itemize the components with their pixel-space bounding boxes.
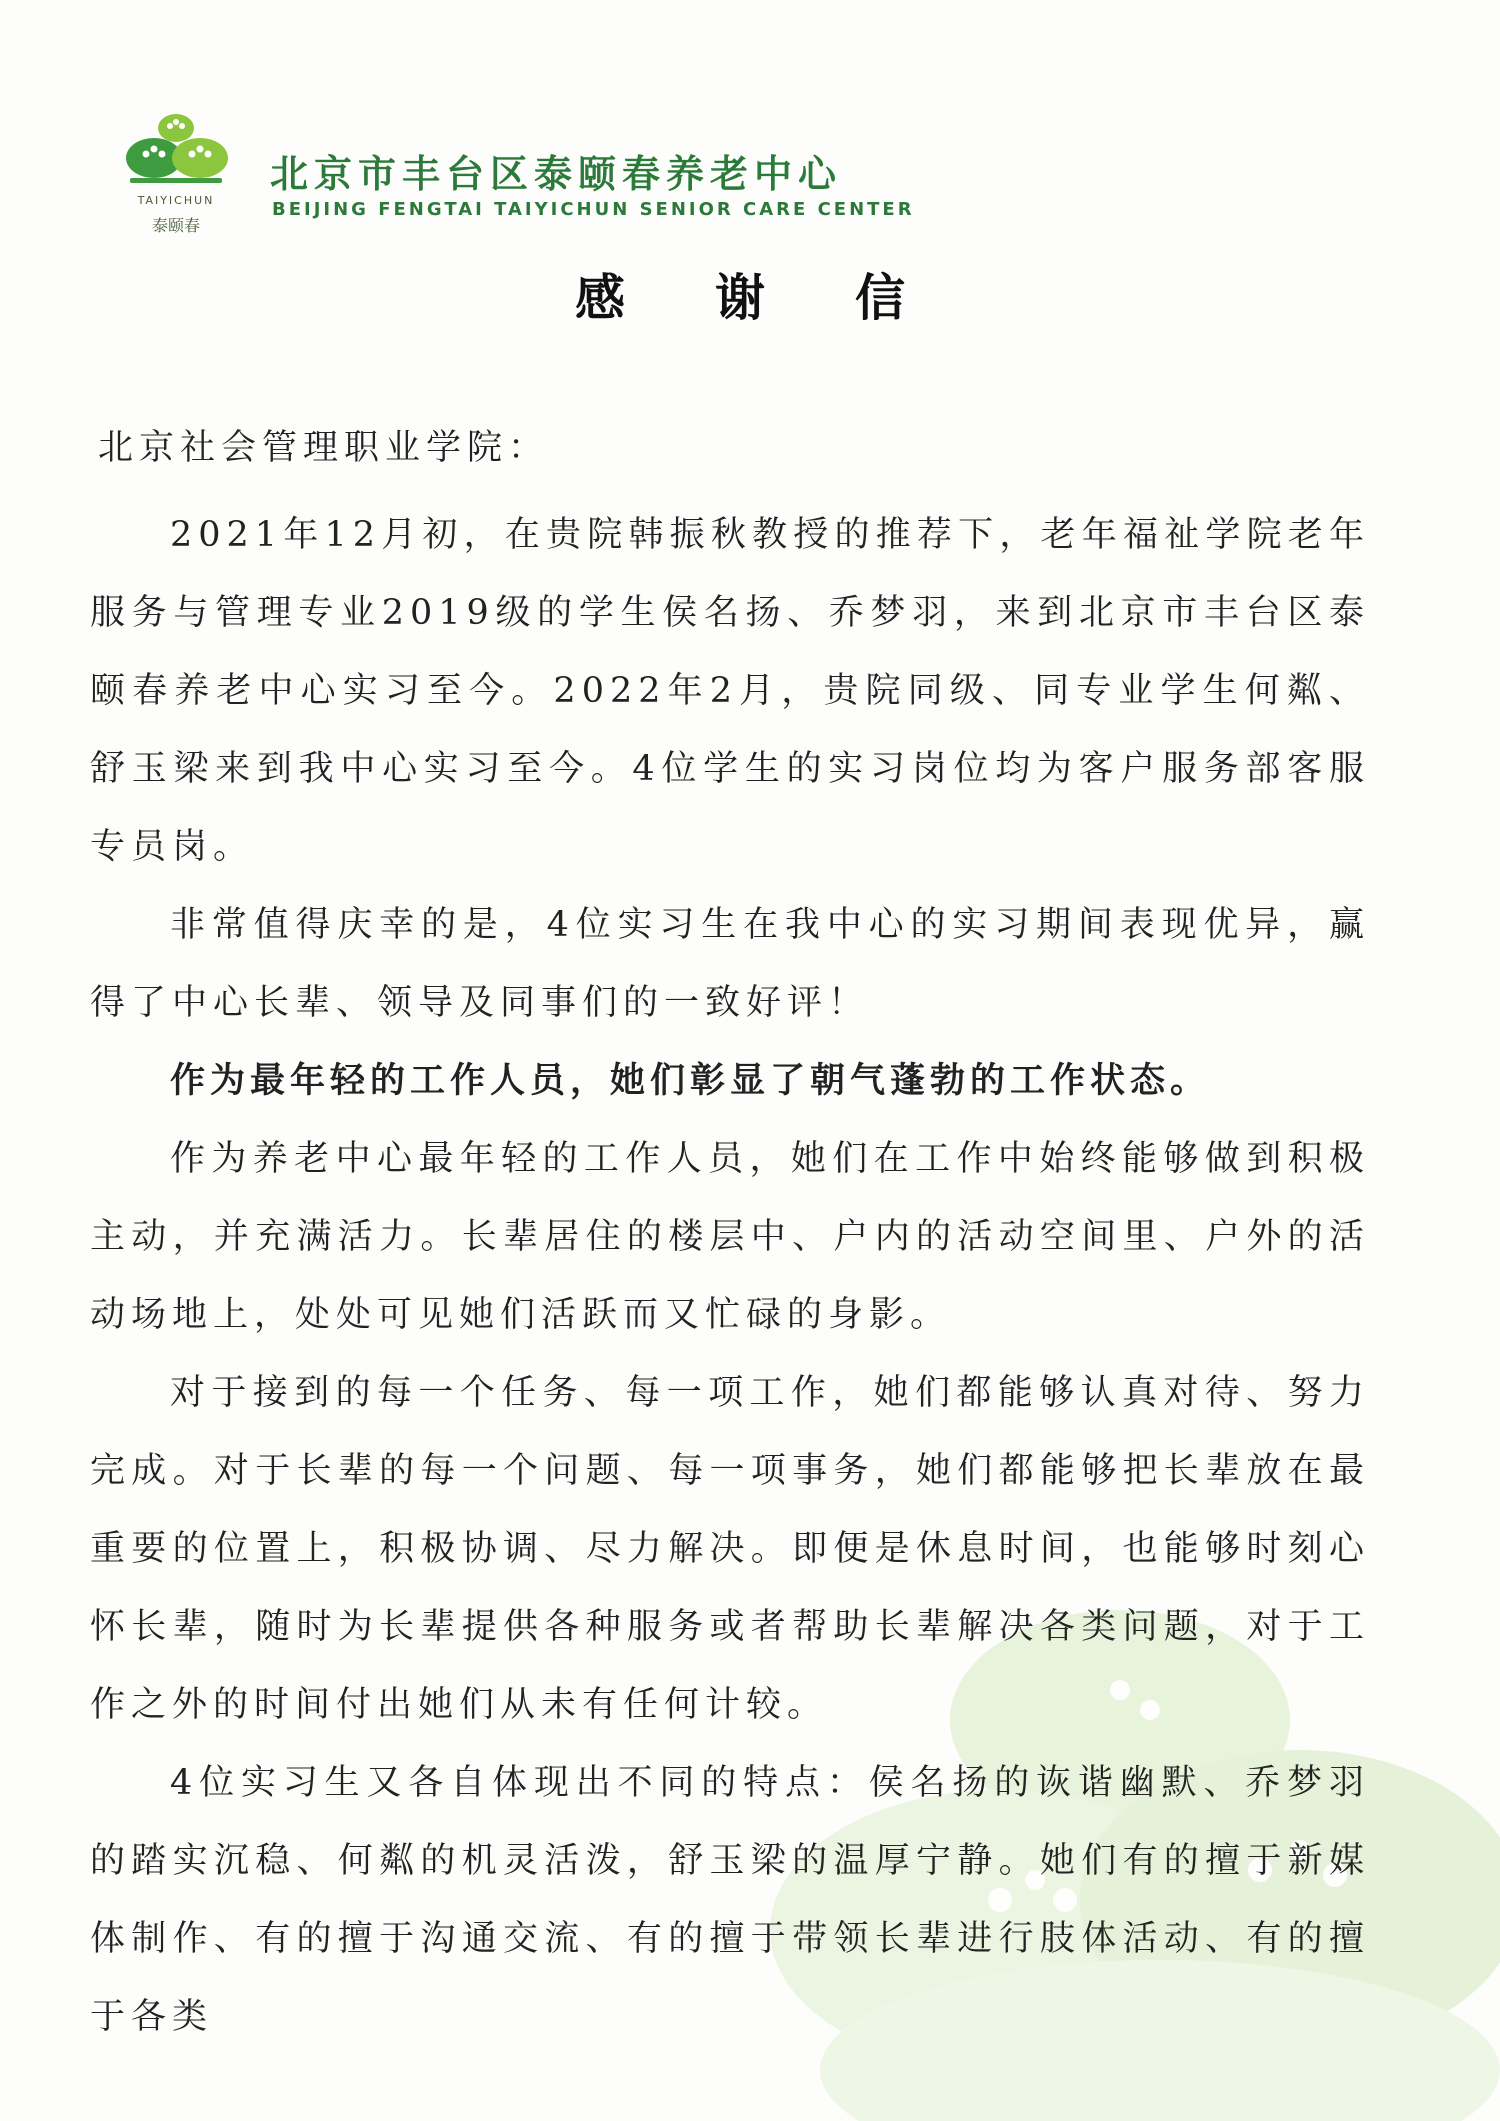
logo-english-text: TAIYICHUN [137,194,215,207]
letter-paragraph: 2021年12月初，在贵院韩振秋教授的推荐下，老年福祉学院老年服务与管理专业2019级的学生侯名扬、乔梦羽，来到北京市丰台区泰颐春养老中心实习至今。2022年2月，贵院同级、同专业学生何粼、舒玉梁来到我中心实习至今。4位学生的实习岗位均为客户服务部客服专员岗。 [90,515,1370,867]
letter-title: 感谢信 [575,268,995,327]
letter-body [90,418,1410,2056]
org-name-english: BEIJING FENGTAI TAIYICHUN SENIOR CARE CENTER [272,199,915,220]
pine-tree-logo-icon [124,108,228,188]
org-logo [118,108,234,243]
letter-paragraph: 作为养老中心最年轻的工作人员，她们在工作中始终能够做到积极主动，并充满活力。长辈居住的楼层中、户内的活动空间里、户外的活动场地上，处处可见她们活跃而又忙碌的身影。 [90,1139,1370,1335]
letter-subheading: 作为最年轻的工作人员，她们彰显了朝气蓬勃的工作状态。 [170,1060,1211,1101]
logo-chinese-text: 泰颐春 [151,216,200,235]
letter-paragraph: 非常值得庆幸的是，4位实习生在我中心的实习期间表现优异，赢得了中心长辈、领导及同事们的一致好评！ [90,905,1370,1023]
org-name-chinese: 北京市丰台区泰颐春养老中心 [270,151,843,196]
letter-salutation: 北京社会管理职业学院： [98,428,550,468]
letter-paragraph: 4位实习生又各自体现出不同的特点：侯名扬的诙谐幽默、乔梦羽的踏实沉稳、何粼的机灵活泼，舒玉梁的温厚宁静。她们有的擅于新媒体制作、有的擅于沟通交流、有的擅于带领长辈进行肢体活动、有的擅于各类 [90,1763,1370,2037]
letter-paragraph: 对于接到的每一个任务、每一项工作，她们都能够认真对待、努力完成。对于长辈的每一个问题、每一项事务，她们都能够把长辈放在最重要的位置上，积极协调、尽力解决。即便是休息时间，也能够时刻心怀长辈，随时为长辈提供各种服务或者帮助长辈解决各类问题，对于工作之外的时间付出她们从未有任何计较。 [90,1373,1370,1725]
